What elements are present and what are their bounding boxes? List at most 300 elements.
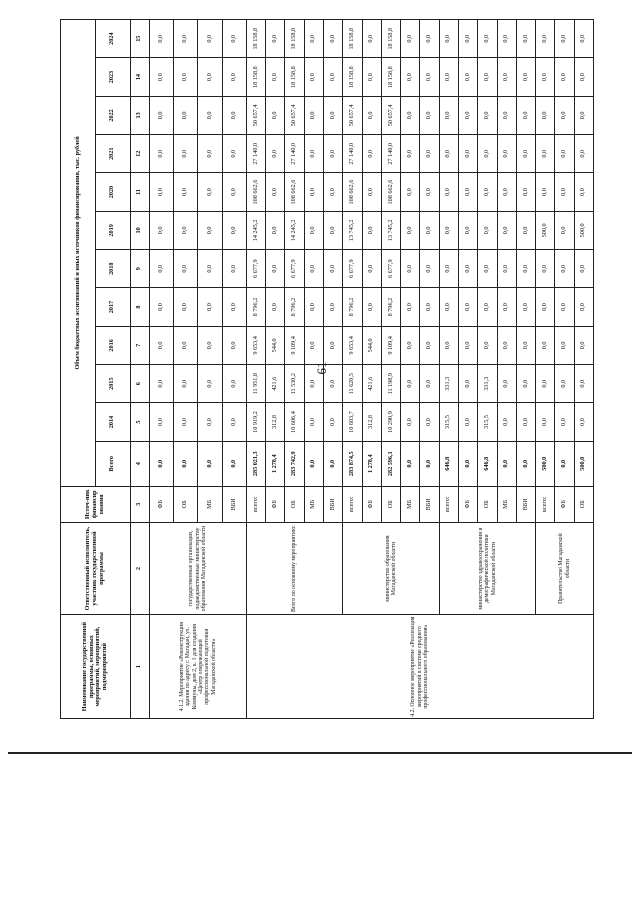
column-number: 9	[130, 250, 149, 288]
cell-value: 6 677,9	[246, 250, 265, 288]
cell-value: 0,0	[439, 96, 458, 134]
cell-value: 0,0	[362, 288, 381, 326]
cell-source: ВБИ	[222, 486, 246, 522]
cell-value: 0,0	[420, 250, 439, 288]
cell-value: 0,0	[555, 173, 574, 211]
column-number: 6	[130, 365, 149, 403]
cell-value: 0,0	[420, 403, 439, 441]
cell-total: 0,0	[401, 441, 420, 486]
cell-value: 0,0	[516, 365, 535, 403]
cell-value: 0,0	[516, 96, 535, 134]
cell-value: 0,0	[458, 20, 477, 58]
cell-value: 0,0	[497, 250, 516, 288]
cell-value: 500,0	[574, 211, 593, 249]
cell-value: 9 109,4	[285, 326, 304, 364]
cell-total: 0,0	[198, 441, 222, 486]
measure-name-4-2: 4.2. Основное мероприятие «Реализация мероприятий в системе среднего профессионального образования»	[246, 615, 593, 719]
cell-value: 0,0	[439, 135, 458, 173]
cell-total: 0,0	[304, 441, 323, 486]
cell-value: 312,8	[266, 403, 285, 441]
cell-value: 50 657,4	[246, 96, 265, 134]
cell-value: 0,0	[516, 20, 535, 58]
cell-total: 1 278,4	[266, 441, 285, 486]
cell-value: 0,0	[574, 326, 593, 364]
cell-value: 0,0	[478, 58, 497, 96]
cell-value: 0,0	[304, 173, 323, 211]
cell-value: 0,0	[198, 58, 222, 96]
cell-value: 0,0	[324, 96, 343, 134]
cell-total: 0,0	[555, 441, 574, 486]
executor-ministry-health: министерство здравоохранения и демографической политики Магаданской области	[439, 522, 535, 614]
cell-source: ФБ	[555, 486, 574, 522]
cell-value: 0,0	[536, 135, 555, 173]
cell-value: 0,0	[266, 96, 285, 134]
cell-total: 0,0	[222, 441, 246, 486]
cell-total: 0,0	[420, 441, 439, 486]
cell-total: 1 278,4	[362, 441, 381, 486]
cell-value: 18 158,8	[285, 58, 304, 96]
cell-source: МБ	[304, 486, 323, 522]
cell-value: 0,0	[401, 326, 420, 364]
cell-value: 10 606,4	[285, 403, 304, 441]
cell-source: всего:	[536, 486, 555, 522]
cell-value: 0,0	[401, 250, 420, 288]
cell-total: 0,0	[497, 441, 516, 486]
cell-value: 544,0	[266, 326, 285, 364]
cell-value: 0,0	[497, 365, 516, 403]
cell-source: ОБ	[174, 486, 198, 522]
cell-value: 13 745,2	[343, 211, 362, 249]
cell-value: 0,0	[304, 365, 323, 403]
cell-value: 0,0	[497, 326, 516, 364]
cell-value: 0,0	[516, 326, 535, 364]
page-bottom-rule	[8, 752, 632, 754]
cell-value: 0,0	[324, 135, 343, 173]
cell-value: 0,0	[478, 326, 497, 364]
cell-value: 0,0	[574, 403, 593, 441]
cell-value: 0,0	[420, 135, 439, 173]
cell-source: ВБИ	[324, 486, 343, 522]
cell-value: 0,0	[458, 211, 477, 249]
header-amount: Объем бюджетных ассигнований и иных источников финансирования, тыс. рублей	[61, 20, 96, 487]
cell-value: 0,0	[574, 96, 593, 134]
cell-value: 0,0	[304, 96, 323, 134]
cell-value: 0,0	[174, 326, 198, 364]
cell-value: 0,0	[574, 288, 593, 326]
cell-value: 0,0	[555, 135, 574, 173]
cell-value: 0,0	[324, 173, 343, 211]
cell-value: 0,0	[222, 58, 246, 96]
cell-value: 0,0	[458, 288, 477, 326]
cell-value: 10 919,2	[246, 403, 265, 441]
cell-value: 0,0	[174, 173, 198, 211]
cell-value: 0,0	[266, 211, 285, 249]
cell-value: 0,0	[497, 211, 516, 249]
cell-value: 0,0	[324, 326, 343, 364]
cell-value: 0,0	[458, 365, 477, 403]
cell-value: 0,0	[439, 326, 458, 364]
executor-subordinate-orgs: государственные организации, подведомственные министерству образования Магаданской области	[150, 522, 247, 614]
cell-value: 8 796,2	[246, 288, 265, 326]
cell-value: 0,0	[536, 20, 555, 58]
column-number: 13	[130, 96, 149, 134]
cell-value: 0,0	[536, 365, 555, 403]
cell-source: ОБ	[381, 486, 400, 522]
cell-value: 0,0	[420, 365, 439, 403]
cell-value: 0,0	[174, 58, 198, 96]
cell-value: 0,0	[478, 288, 497, 326]
cell-value: 11 198,9	[381, 365, 400, 403]
cell-value: 0,0	[458, 250, 477, 288]
cell-value: 18 158,8	[343, 58, 362, 96]
cell-total: 283 874,5	[343, 441, 362, 486]
cell-value: 0,0	[497, 96, 516, 134]
cell-source: ОБ	[478, 486, 497, 522]
cell-value: 0,0	[555, 403, 574, 441]
cell-value: 0,0	[150, 20, 174, 58]
cell-value: 0,0	[516, 173, 535, 211]
cell-value: 0,0	[304, 135, 323, 173]
cell-value: 0,0	[362, 173, 381, 211]
cell-total: 500,0	[536, 441, 555, 486]
column-number: 15	[130, 20, 149, 58]
header-year: 2014	[95, 403, 130, 441]
cell-value: 0,0	[536, 96, 555, 134]
cell-value: 10 603,7	[343, 403, 362, 441]
cell-value: 0,0	[198, 403, 222, 441]
table-row	[246, 20, 265, 719]
cell-value: 0,0	[222, 173, 246, 211]
cell-source: МБ	[497, 486, 516, 522]
cell-value: 0,0	[478, 211, 497, 249]
cell-value: 0,0	[536, 173, 555, 211]
cell-value: 0,0	[324, 58, 343, 96]
cell-value: 0,0	[574, 250, 593, 288]
header-year: 2021	[95, 135, 130, 173]
rotated-table-container	[60, 19, 594, 719]
header-total: Всего	[95, 441, 130, 486]
header-year: 2023	[95, 58, 130, 96]
cell-value: 0,0	[198, 96, 222, 134]
cell-value: 0,0	[497, 403, 516, 441]
cell-value: 0,0	[439, 173, 458, 211]
cell-value: 0,0	[266, 20, 285, 58]
cell-value: 0,0	[304, 403, 323, 441]
cell-value: 0,0	[458, 58, 477, 96]
cell-value: 0,0	[198, 173, 222, 211]
cell-value: 0,0	[439, 288, 458, 326]
cell-value: 0,0	[574, 365, 593, 403]
cell-source: МБ	[401, 486, 420, 522]
cell-source: всего:	[246, 486, 265, 522]
cell-value: 27 140,0	[246, 135, 265, 173]
cell-value: 0,0	[516, 288, 535, 326]
cell-value: 315,5	[478, 403, 497, 441]
cell-total: 285 021,3	[246, 441, 265, 486]
column-number: 7	[130, 326, 149, 364]
cell-value: 0,0	[420, 173, 439, 211]
cell-value: 8 796,2	[381, 288, 400, 326]
cell-value: 10 290,9	[381, 403, 400, 441]
cell-value: 0,0	[555, 250, 574, 288]
cell-value: 6 677,9	[285, 250, 304, 288]
cell-value: 0,0	[304, 326, 323, 364]
cell-value: 27 140,0	[285, 135, 304, 173]
cell-value: 0,0	[458, 326, 477, 364]
column-number: 5	[130, 403, 149, 441]
cell-value: 14 245,2	[246, 211, 265, 249]
cell-value: 18 158,8	[285, 20, 304, 58]
cell-value: 0,0	[324, 211, 343, 249]
cell-value: 0,0	[420, 288, 439, 326]
cell-value: 18 158,8	[381, 20, 400, 58]
cell-value: 0,0	[401, 403, 420, 441]
cell-value: 11 530,2	[285, 365, 304, 403]
cell-total: 0,0	[324, 441, 343, 486]
cell-value: 331,3	[478, 365, 497, 403]
cell-source: ОБ	[574, 486, 593, 522]
header-executor: Ответственный исполнитель, участник государственной программы	[61, 522, 131, 614]
header-year: 2024	[95, 20, 130, 58]
header-name: Наименование государственной программы, основных мероприятий, мероприятий, подмероприятий	[61, 615, 131, 719]
cell-value: 0,0	[555, 96, 574, 134]
cell-value: 0,0	[401, 96, 420, 134]
cell-value: 0,0	[174, 135, 198, 173]
page-number: 61	[314, 361, 329, 375]
cell-value: 0,0	[497, 135, 516, 173]
cell-source: МБ	[198, 486, 222, 522]
cell-value: 0,0	[420, 20, 439, 58]
cell-value: 0,0	[222, 403, 246, 441]
cell-total: 646,8	[439, 441, 458, 486]
cell-value: 0,0	[478, 20, 497, 58]
cell-value: 11 620,5	[343, 365, 362, 403]
cell-value: 0,0	[478, 135, 497, 173]
cell-value: 0,0	[458, 173, 477, 211]
cell-value: 0,0	[150, 211, 174, 249]
cell-value: 0,0	[362, 250, 381, 288]
cell-value: 421,6	[266, 365, 285, 403]
table-row	[439, 20, 458, 719]
table-row	[343, 20, 362, 719]
cell-value: 0,0	[420, 211, 439, 249]
cell-source: ВБИ	[516, 486, 535, 522]
cell-value: 0,0	[304, 20, 323, 58]
cell-value: 0,0	[439, 250, 458, 288]
cell-value: 0,0	[574, 58, 593, 96]
cell-value: 0,0	[198, 326, 222, 364]
cell-value: 0,0	[439, 20, 458, 58]
cell-value: 0,0	[150, 96, 174, 134]
cell-value: 0,0	[150, 288, 174, 326]
cell-value: 108 662,6	[246, 173, 265, 211]
cell-total: 500,0	[574, 441, 593, 486]
cell-value: 108 662,6	[343, 173, 362, 211]
financing-table	[60, 19, 594, 719]
cell-value: 18 158,8	[343, 20, 362, 58]
cell-value: 0,0	[401, 173, 420, 211]
cell-value: 0,0	[536, 58, 555, 96]
cell-total: 0,0	[150, 441, 174, 486]
cell-value: 0,0	[266, 58, 285, 96]
cell-value: 0,0	[266, 173, 285, 211]
cell-value: 0,0	[555, 20, 574, 58]
header-year: 2019	[95, 211, 130, 249]
header-year: 2017	[95, 288, 130, 326]
cell-value: 0,0	[150, 403, 174, 441]
header-year: 2018	[95, 250, 130, 288]
cell-value: 14 245,2	[285, 211, 304, 249]
cell-value: 0,0	[420, 326, 439, 364]
cell-value: 0,0	[478, 96, 497, 134]
cell-source: ОБ	[285, 486, 304, 522]
cell-value: 0,0	[150, 250, 174, 288]
cell-value: 0,0	[304, 211, 323, 249]
cell-value: 0,0	[401, 135, 420, 173]
cell-value: 0,0	[497, 173, 516, 211]
cell-value: 50 657,4	[381, 96, 400, 134]
cell-value: 0,0	[555, 211, 574, 249]
cell-value: 0,0	[516, 135, 535, 173]
cell-total: 283 742,9	[285, 441, 304, 486]
cell-value: 0,0	[222, 288, 246, 326]
cell-value: 0,0	[555, 326, 574, 364]
cell-total: 0,0	[174, 441, 198, 486]
cell-value: 6 677,9	[381, 250, 400, 288]
cell-value: 0,0	[222, 96, 246, 134]
header-year: 2022	[95, 96, 130, 134]
header-row	[61, 20, 96, 719]
table-viewport	[60, 19, 594, 719]
cell-value: 0,0	[574, 173, 593, 211]
cell-value: 0,0	[536, 403, 555, 441]
cell-value: 0,0	[150, 173, 174, 211]
cell-value: 0,0	[266, 250, 285, 288]
cell-value: 0,0	[555, 288, 574, 326]
column-number: 1	[130, 615, 149, 719]
cell-value: 0,0	[555, 365, 574, 403]
header-year: 2016	[95, 326, 130, 364]
column-number: 12	[130, 135, 149, 173]
cell-value: 0,0	[150, 365, 174, 403]
cell-value: 0,0	[222, 135, 246, 173]
cell-value: 0,0	[516, 211, 535, 249]
cell-value: 0,0	[150, 135, 174, 173]
column-number: 8	[130, 288, 149, 326]
cell-source: всего:	[343, 486, 362, 522]
cell-value: 0,0	[555, 58, 574, 96]
cell-source: ФБ	[266, 486, 285, 522]
column-number: 14	[130, 58, 149, 96]
cell-source: ФБ	[458, 486, 477, 522]
cell-value: 0,0	[362, 96, 381, 134]
cell-value: 9 653,4	[343, 326, 362, 364]
cell-value: 0,0	[478, 250, 497, 288]
cell-value: 0,0	[174, 211, 198, 249]
cell-value: 0,0	[401, 58, 420, 96]
cell-value: 27 140,0	[343, 135, 362, 173]
header-source: Источ-ник финансир ования	[61, 486, 131, 522]
cell-value: 0,0	[401, 211, 420, 249]
cell-total: 282 596,1	[381, 441, 400, 486]
cell-value: 0,0	[458, 135, 477, 173]
cell-value: 0,0	[324, 365, 343, 403]
cell-value: 9 653,4	[246, 326, 265, 364]
cell-value: 0,0	[516, 250, 535, 288]
cell-value: 0,0	[401, 288, 420, 326]
column-number: 11	[130, 173, 149, 211]
cell-source: ВБИ	[420, 486, 439, 522]
cell-value: 0,0	[266, 288, 285, 326]
cell-value: 0,0	[362, 211, 381, 249]
cell-value: 9 109,4	[381, 326, 400, 364]
cell-value: 0,0	[574, 20, 593, 58]
cell-value: 0,0	[516, 58, 535, 96]
table-row	[150, 20, 174, 719]
cell-value: 544,0	[362, 326, 381, 364]
cell-value: 8 796,2	[285, 288, 304, 326]
cell-value: 312,8	[362, 403, 381, 441]
cell-source: всего:	[439, 486, 458, 522]
cell-value: 0,0	[497, 58, 516, 96]
cell-total: 0,0	[516, 441, 535, 486]
cell-value: 0,0	[478, 173, 497, 211]
measure-name-4-1-2: 4.1.2. Мероприятие «Реконструкция здания по адресу г. Магадан, ул. Коммуны, дом 2, к. 1 для создания «Центр опережающей профессиональной подготовки Магаданской области»	[150, 615, 247, 719]
column-numbers-row	[130, 20, 149, 719]
cell-value: 0,0	[324, 250, 343, 288]
cell-value: 0,0	[150, 326, 174, 364]
cell-value: 0,0	[222, 20, 246, 58]
cell-value: 0,0	[198, 288, 222, 326]
executor-ministry-edu: министерство образования Магаданской области	[343, 522, 439, 614]
cell-value: 0,0	[497, 288, 516, 326]
table-row	[536, 20, 555, 719]
cell-value: 8 796,2	[343, 288, 362, 326]
cell-value: 0,0	[150, 58, 174, 96]
cell-value: 11 951,8	[246, 365, 265, 403]
executor-government: Правительство Магаданской области	[536, 522, 594, 614]
column-number: 10	[130, 211, 149, 249]
cell-value: 0,0	[536, 250, 555, 288]
cell-value: 0,0	[174, 20, 198, 58]
cell-value: 0,0	[420, 96, 439, 134]
cell-value: 0,0	[362, 20, 381, 58]
cell-value: 0,0	[174, 403, 198, 441]
cell-value: 0,0	[497, 20, 516, 58]
cell-value: 0,0	[401, 365, 420, 403]
cell-value: 0,0	[222, 326, 246, 364]
cell-value: 0,0	[439, 58, 458, 96]
cell-value: 331,3	[439, 365, 458, 403]
cell-value: 0,0	[324, 288, 343, 326]
cell-value: 0,0	[222, 211, 246, 249]
cell-value: 0,0	[401, 20, 420, 58]
cell-value: 50 657,4	[285, 96, 304, 134]
cell-value: 0,0	[304, 58, 323, 96]
header-year: 2015	[95, 365, 130, 403]
cell-value: 108 662,6	[285, 173, 304, 211]
cell-value: 0,0	[222, 365, 246, 403]
cell-value: 0,0	[536, 326, 555, 364]
cell-value: 50 657,4	[343, 96, 362, 134]
cell-value: 0,0	[174, 288, 198, 326]
cell-value: 0,0	[458, 403, 477, 441]
cell-value: 0,0	[516, 403, 535, 441]
cell-value: 27 140,0	[381, 135, 400, 173]
cell-value: 0,0	[198, 250, 222, 288]
cell-value: 18 158,8	[246, 58, 265, 96]
cell-value: 0,0	[304, 250, 323, 288]
